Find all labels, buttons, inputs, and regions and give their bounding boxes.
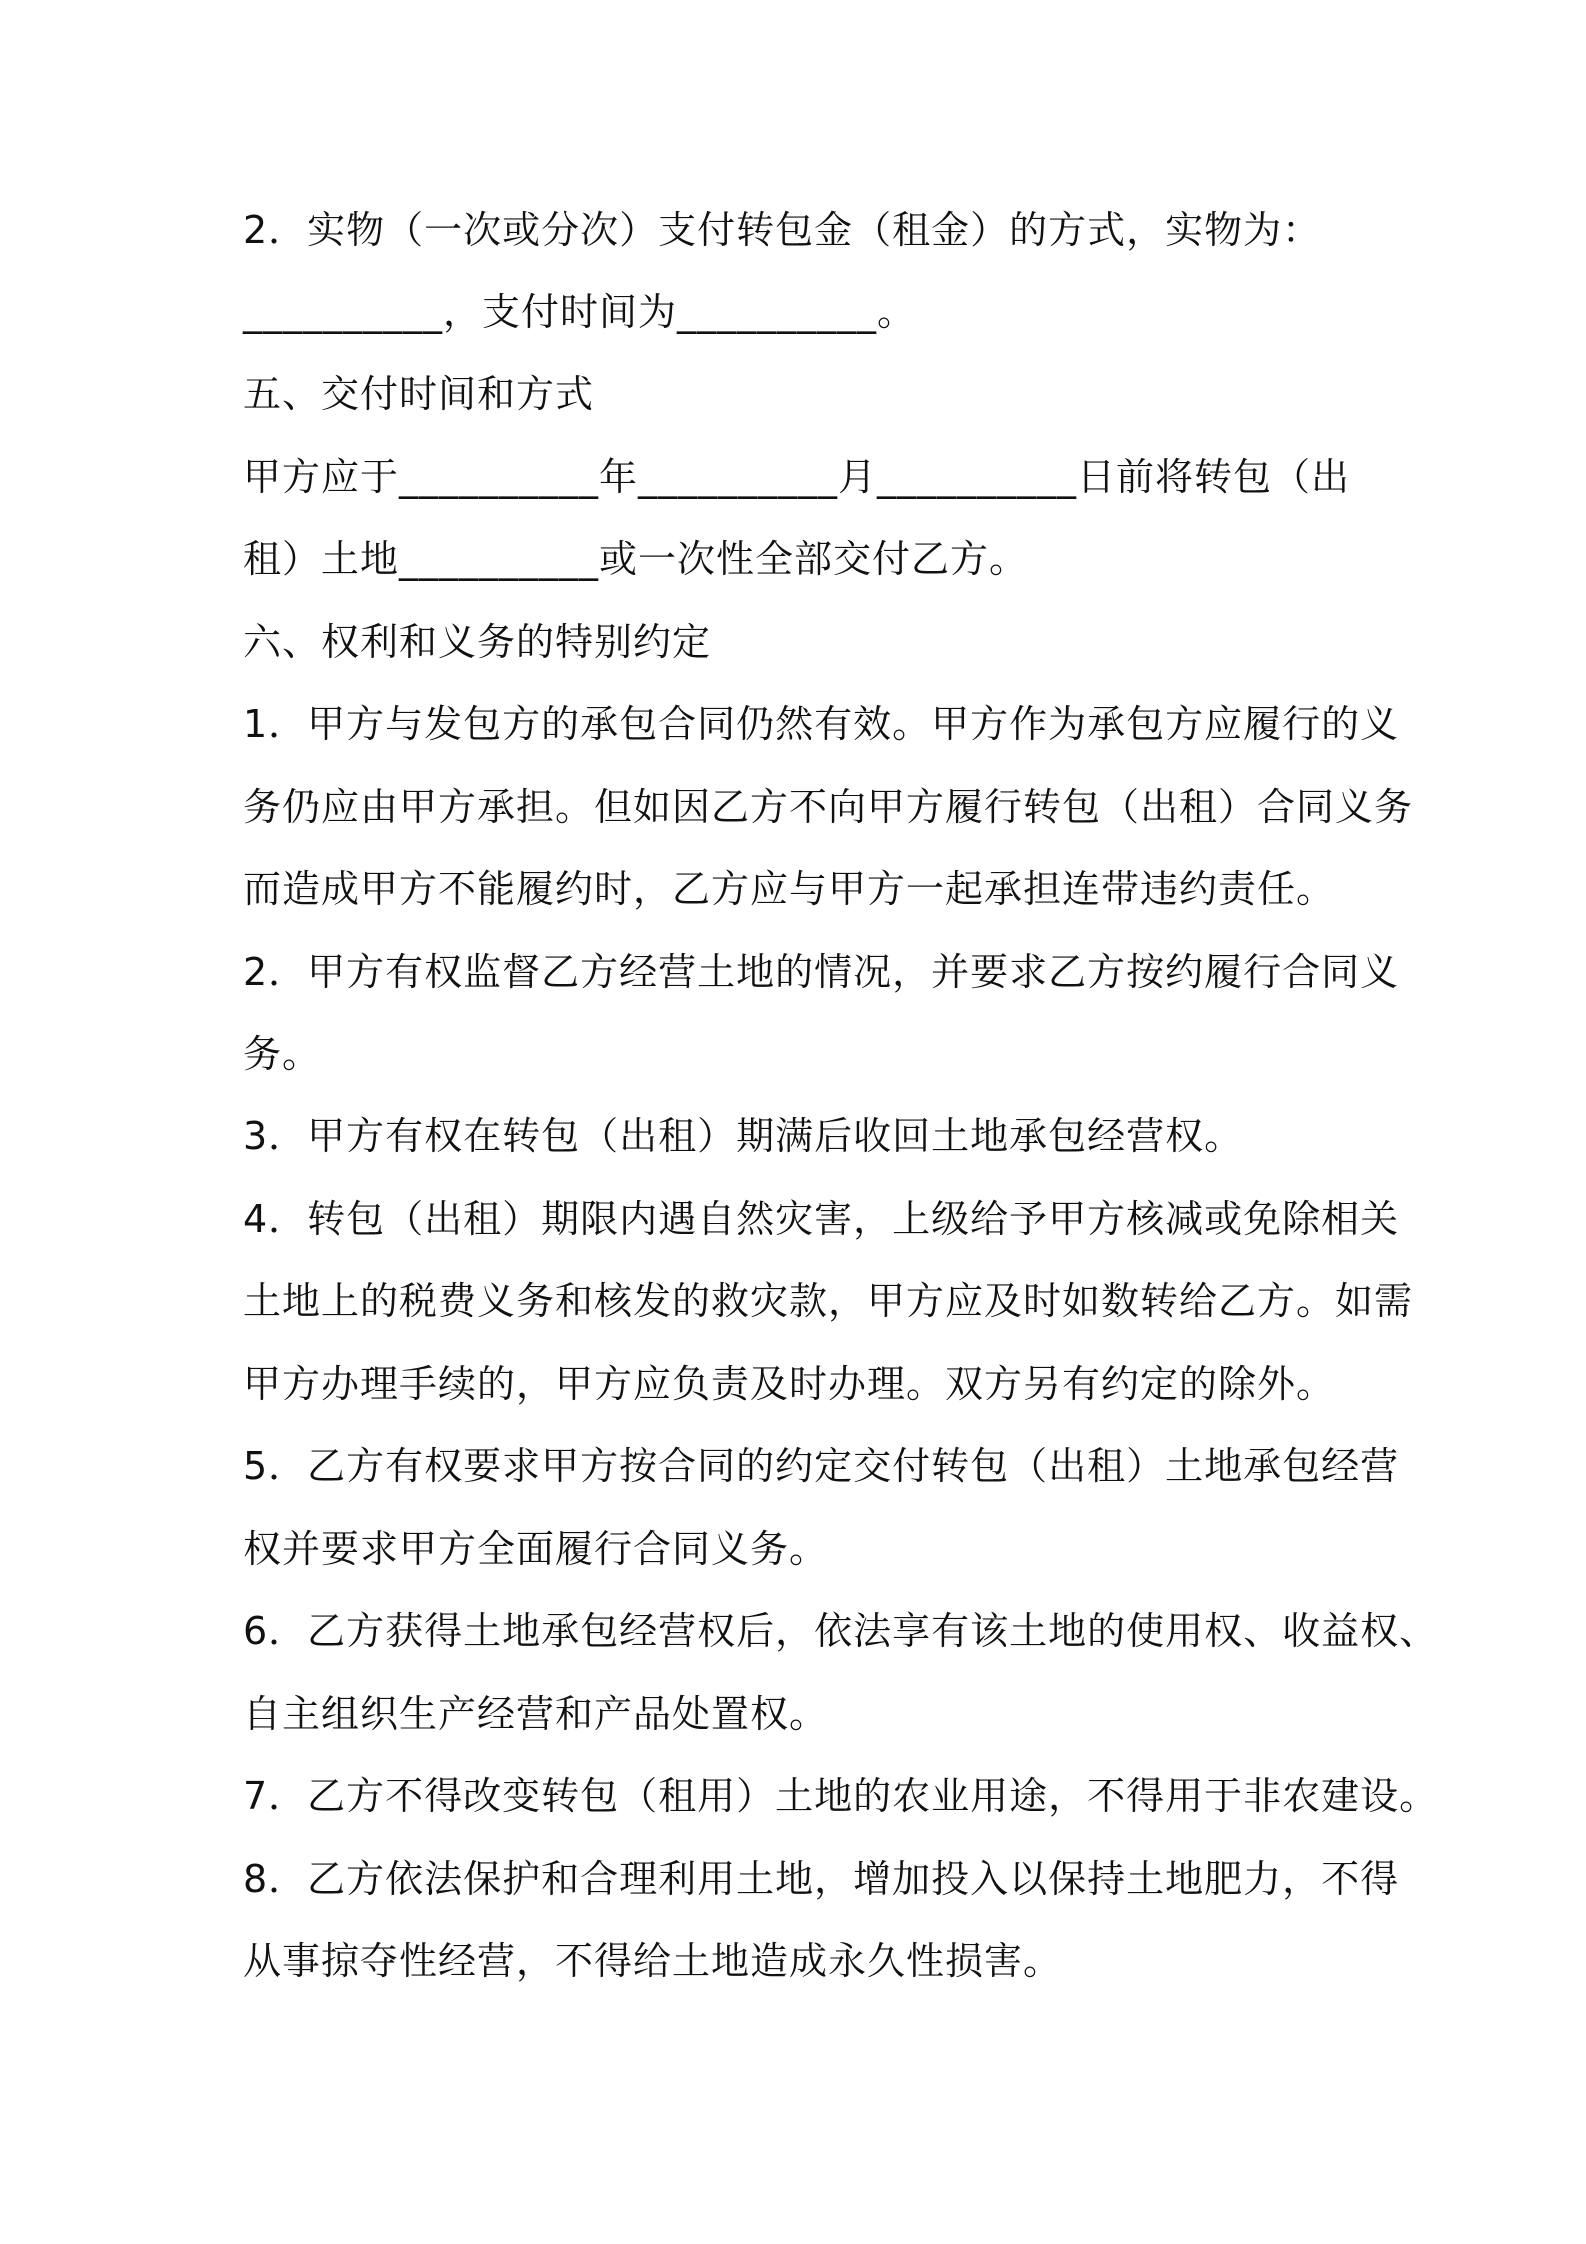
- text-line: 租）土地__________或一次性全部交付乙方。: [243, 537, 1029, 581]
- text-line: 2．实物（一次或分次）支付转包金（租金）的方式，实物为：: [243, 208, 1322, 252]
- text-line: 甲方应于__________年__________月__________日前将转包（出: [243, 455, 1351, 499]
- text-line: 务。: [243, 1032, 322, 1076]
- text-line: 8．乙方依法保护和合理利用土地，增加投入以保持土地肥力，不得: [243, 1857, 1400, 1901]
- text-line: 务仍应由甲方承担。但如因乙方不向甲方履行转包（出租）合同义务: [243, 785, 1414, 829]
- text-line: __________，支付时间为__________。: [243, 290, 917, 334]
- text-line: 土地上的税费义务和核发的救灾款，甲方应及时如数转给乙方。如需: [243, 1279, 1414, 1323]
- text-line: 2．甲方有权监督乙方经营土地的情况，并要求乙方按约履行合同义: [243, 950, 1400, 994]
- section-heading: 五、交付时间和方式: [243, 372, 595, 416]
- text-line: 自主组织生产经营和产品处置权。: [243, 1692, 829, 1736]
- text-line: 3．甲方有权在转包（出租）期满后收回土地承包经营权。: [243, 1114, 1244, 1158]
- section-heading: 六、权利和义务的特别约定: [243, 620, 712, 664]
- text-line: 4．转包（出租）期限内遇自然灾害，上级给予甲方核减或免除相关: [243, 1197, 1400, 1241]
- text-line: 甲方办理手续的，甲方应负责及时办理。双方另有约定的除外。: [243, 1362, 1336, 1406]
- text-line: 1．甲方与发包方的承包合同仍然有效。甲方作为承包方应履行的义: [243, 702, 1400, 746]
- text-line: 从事掠夺性经营，不得给土地造成永久性损害。: [243, 1939, 1063, 1983]
- text-line: 权并要求甲方全面履行合同义务。: [243, 1527, 829, 1571]
- text-line: 7．乙方不得改变转包（租用）土地的农业用途，不得用于非农建设。: [243, 1774, 1439, 1818]
- text-line: 6．乙方获得土地承包经营权后，依法享有该土地的使用权、收益权、: [243, 1609, 1439, 1653]
- text-line: 而造成甲方不能履约时，乙方应与甲方一起承担连带违约责任。: [243, 867, 1336, 911]
- text-line: 5．乙方有权要求甲方按合同的约定交付转包（出租）土地承包经营: [243, 1444, 1400, 1488]
